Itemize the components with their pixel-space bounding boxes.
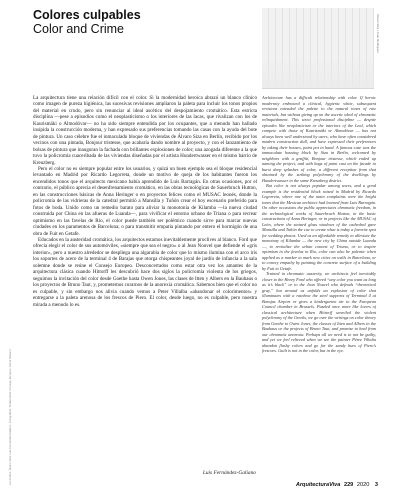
page-subtitle: Color and Crime [33, 22, 125, 36]
page-title: Colores culpables [33, 8, 141, 22]
page-footer [296, 482, 378, 488]
english-article [262, 95, 376, 463]
spanish-paragraph: Educados en la austeridad cromática, los arquitectos estamos inevitablemente proclives al blanco. Ford que ofrecía elegir el color de sus automóviles, «siempre que sea el negro» o al Jean Nouvel que defiende el «gris interior», pero a nuestro alrededor se despliega una algarabía de color que lo mismo ilumina con el arco iris los soportes de acero de la terminal 4 de Barajas que otorga chispeantes joyal de jardín de infancia a la sala solemne donde se reúne el Consejo Europeo. Desconcertados como estar otra vez los amantes de la arquitectura clásica cuando Hittorff les descubrió hace dos siglos la policromía violenta de los griegos, seguimos la invitación del color desde Goethe hasta Owen Jones, las clases de Itten y Albers en la Bauhaus o los proyectos de Bruno Taut, y, prometemos curarnos de la anorexia cromática. Sabemos bien que el color no es culpable, y sin embargo nos aliviа cuando vemos a Peter Villalba «abandonar el colorimentor» y entregarse a la paleta arenosa de los frescos de Piero. El color, desde luego, no es culpable, pero nuestra mirada a menudo lo es. [33, 236, 257, 308]
page-number: 3 [374, 482, 378, 488]
author-signature: Luis Fernández-Galiano [202, 470, 256, 476]
english-paragraph: Architecture has a difficult relationship with color. If heroic modernity embraced a clinical, hygienic white, subsequent revisions extended the palette to the natural tones of raw materials, but without giving up on the ascetic ideal of chromatic relinquishment. This strict professional discipline — despite episodes like neoplasticism or the interiors of the Leal, which compete with those of Kaurismäki or Almodóvar — has not always been well understood by users, who have often considered modern construction dull, and have expressed their preferences by taking their houses, paint pot in hand. A famous case was the immaculate housing block by Siza in Berlin, welcomed by neighbors with a graffiti, Bonjour tristesse, which ended up naming the project, and with bags of paint cast on the facade to burst deep splashes of color, a different reception from that obtained by the striking polychromy of the dwellings by Hundertwasser in the same Kreuzberg district. [262, 95, 376, 183]
header-photo [262, 8, 374, 89]
spanish-paragraph: Pero el color no es siempre popular entre los usuarios, y quizá un buen ejemplo sea el bloque residencial levantado en Madrid por Ricardo Legorreta, donde un motivo de queja de los habitantes fueron los encendidos tonos que el arquitecto mexicano había aprendido de Luis Barragán. En otras ocasiones, por el contrario, el público aprecia el desenfrenamiento cromático, en las obras tecnológicas de Sauerbruch Hutton, en las construcciones básicas de Anna Heringer o en proyectos felices como el MUSAC leonés, donde la policromía de las vidrieras de la catedral permitió a Mansilla y Tuñón crear el hoy escenario preferido para fotos de boda. Unido como un remedio barato para aliviar la monotonía de Kilamba —la nueva ciudad construida por China en las afueras de Luanda—, para vivificar el entorno urbano de Triana o para recrear optimismo en las favelas de Río, el color puede también ser polémico cuando sirve para marcar nuevas ciudades en los paramentos de Barcelona; o para transmitir empatía pintando por entero el hormigón de una obra de Fuit en Getafe. [33, 165, 257, 237]
english-paragraph: Trained in chromatic austerity, we architects feel inevitably closer to the Henry Ford who offered “any color you want as long as it’s black” or to the Jean Nouvel who defends “theoretical gray,” but around us unfolds an explosion of color that illuminates with a rainbow the steel supports of Terminal 4 at Barajas Airport or gives a kindergarten air to the European Council chamber in Brussels. Puzzled once more like lovers of classical architecture when Hittorff unveiled the violent polychromy of the Greeks, we go over the writings on color theory from Goethe to Owen Jones, the classes of Itten and Albers in the Bauhaus or the projects of Bruno Taut, and promise to heal from our chromatic anorexia. Perhaps all we need is to not be guilty, and yet we feel relieved when we see the painter Pérez Villalta abandon flashy colors and go for the sandy hues of Piero’s frescoes. Guilt is not in the color, but in the eye. [262, 271, 376, 353]
spanish-article [33, 95, 257, 463]
english-paragraph: But color is not always popular among users, and a good example is the residential block raised in Madrid by Ricardo Legorreta, where one of the main complaints were the bright tones that the Mexican architect had learned from Luis Barragán. On other occasions the public appreciates chromatic freedom, in the technological works of Sauerbruch Hutton, in the basic constructions of Anna Heringer, or in projects like the MUSAC of León, where the stained glass windows of the cathedral gave Mansilla and Tuñón the cue to create what is today a favorite spot for wedding photos. Used as an affordable remedy to alleviate the monotony of Kilamba — the new city by China outside Luanda —, to revitalize the urban context of Triana, or to inspire optimism in the favelas in Rio, color can also be polemic when applied as a marker to mark new cities on walls in Barcelona, or to convey empathy by painting the concrete surface of a building by Fuit in Getafe. [262, 183, 376, 271]
issue-number: 229 [343, 482, 354, 488]
spanish-paragraph: La arquitectura tiene una relación difícil con el color. Si la modernidad heroica abrazó un blanco clínico como imagen de pureza higiénica, las sucesivas revisiones ampliaron la paleta para incluir los tonos propios del material en crudo, pero sin renunciar al ideal ascético del despojamiento cromático. Esta estricta disciplina —pese a episodios como el neoplasticismo o los interiores de las lacas, que rivalizan con los de Kaurismäki o Almodóvar— no ha sido siempre entendida por los ocupantes, que a menudo han hallado insípida la construcción moderna, y han expresado sus preferencias tomando las casas con la ayuda del bote de pintura. Un caso célebre fue el inmaculado bloque de viviendas de Álvaro Siza en Berlín, recibido por los vecinos con una pintada, Bonjour tristesse, que acabaría dando nombre al proyecto, y con el lanzamiento de bolsas de pintura que inauguran la fachada con brillantes explosiones de color; una azogada diferente a la que tuvo la policromía cuaceribada de las viviendas diseñadas por el artista Hundertwasser en el mismo barrio de Kreuzberg. [33, 95, 257, 166]
photo-credit: Álvaro Siza / Juan Rodríguez [376, 14, 380, 53]
magazine-name: ArquitecturaViva [295, 482, 341, 488]
issue-year: 2020 [356, 482, 370, 488]
side-credits: Los Paños, Álvaro Siza, Luis Fernández-Galiano. Fotografías: Shutterstock; Consejo Europeo; Jaime Navarro [8, 348, 12, 485]
